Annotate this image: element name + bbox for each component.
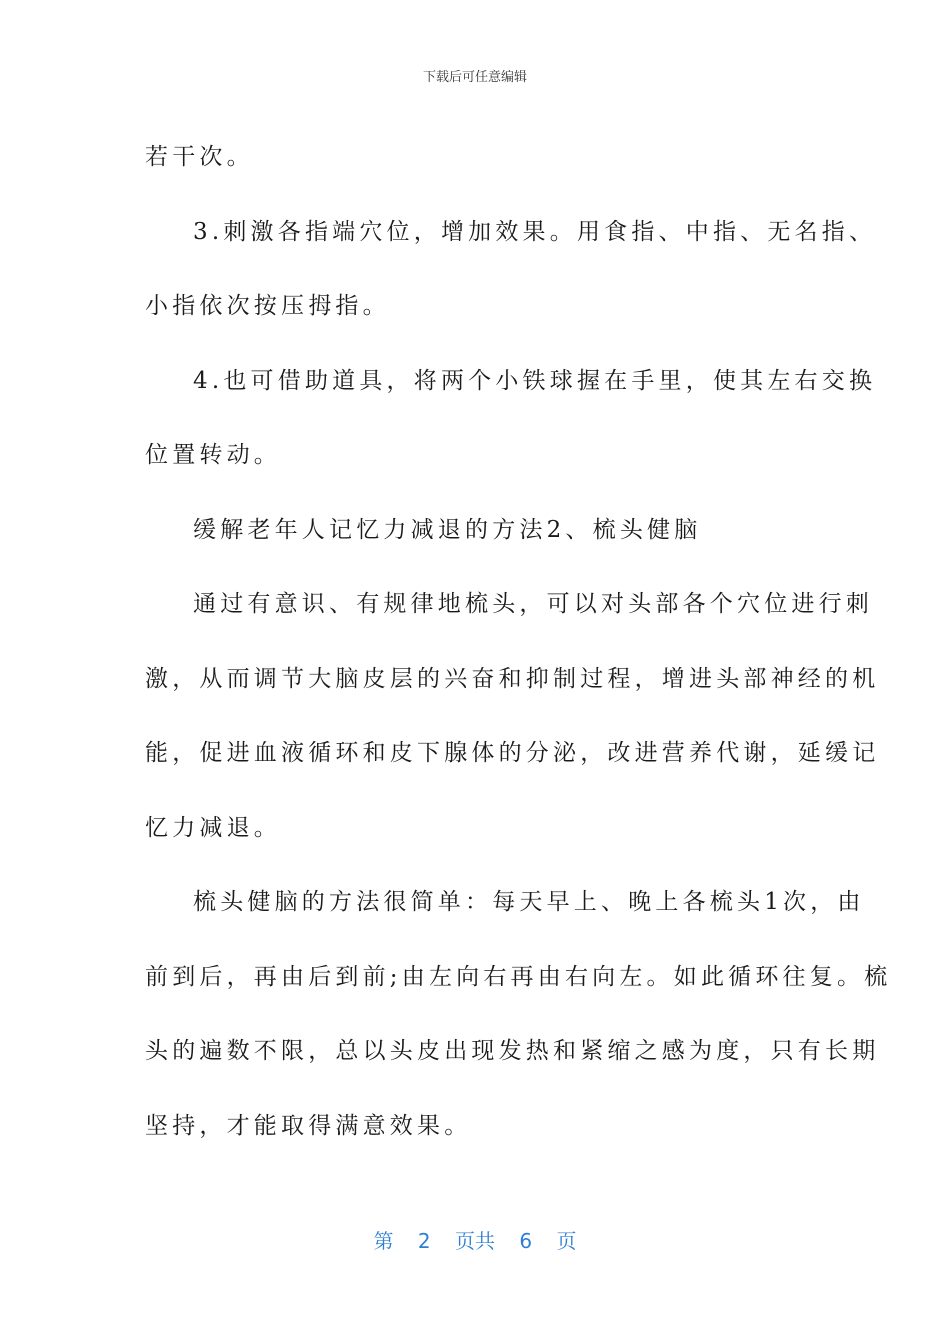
page-label-mid: 页共 bbox=[455, 1229, 495, 1253]
page-label-pre: 第 bbox=[373, 1229, 394, 1253]
page-label-post: 页 bbox=[556, 1229, 577, 1253]
text-line-8: 激，从而调节大脑皮层的兴奋和抑制过程，增进头部神经的机 bbox=[145, 665, 880, 692]
text-line-12: 前到后，再由后到前;由左向右再由右向左。如此循环往复。梳 bbox=[145, 963, 892, 990]
page-total: 6 bbox=[519, 1229, 533, 1253]
text-line-1: 若干次。 bbox=[145, 144, 254, 170]
text-line-2: 3.刺激各指端穴位，增加效果。用食指、中指、无名指、 bbox=[193, 218, 877, 245]
page-footer bbox=[0, 1225, 950, 1254]
text-line-3: 小指依次按压拇指。 bbox=[145, 293, 390, 319]
text-line-13: 头的遍数不限，总以头皮出现发热和紧缩之感为度，只有长期 bbox=[145, 1038, 880, 1064]
text-line-14: 坚持，才能取得满意效果。 bbox=[145, 1112, 472, 1139]
page-current: 2 bbox=[417, 1229, 431, 1253]
section-heading: 缓解老年人记忆力减退的方法2、梳头健脑 bbox=[193, 516, 702, 543]
page-header-note: 下载后可任意编辑 bbox=[422, 70, 527, 85]
text-line-7: 通过有意识、有规律地梳头，可以对头部各个穴位进行刺 bbox=[193, 591, 873, 617]
text-line-11: 梳头健脑的方法很简单：每天早上、晚上各梳头1次，由 bbox=[193, 889, 865, 915]
text-line-10: 忆力减退。 bbox=[145, 814, 281, 841]
document-body bbox=[145, 120, 892, 1163]
text-line-4: 4.也可借助道具，将两个小铁球握在手里，使其左右交换 bbox=[193, 367, 877, 394]
text-line-5: 位置转动。 bbox=[145, 442, 281, 468]
text-line-9: 能，促进血液循环和皮下腺体的分泌，改进营养代谢，延缓记 bbox=[145, 740, 880, 766]
